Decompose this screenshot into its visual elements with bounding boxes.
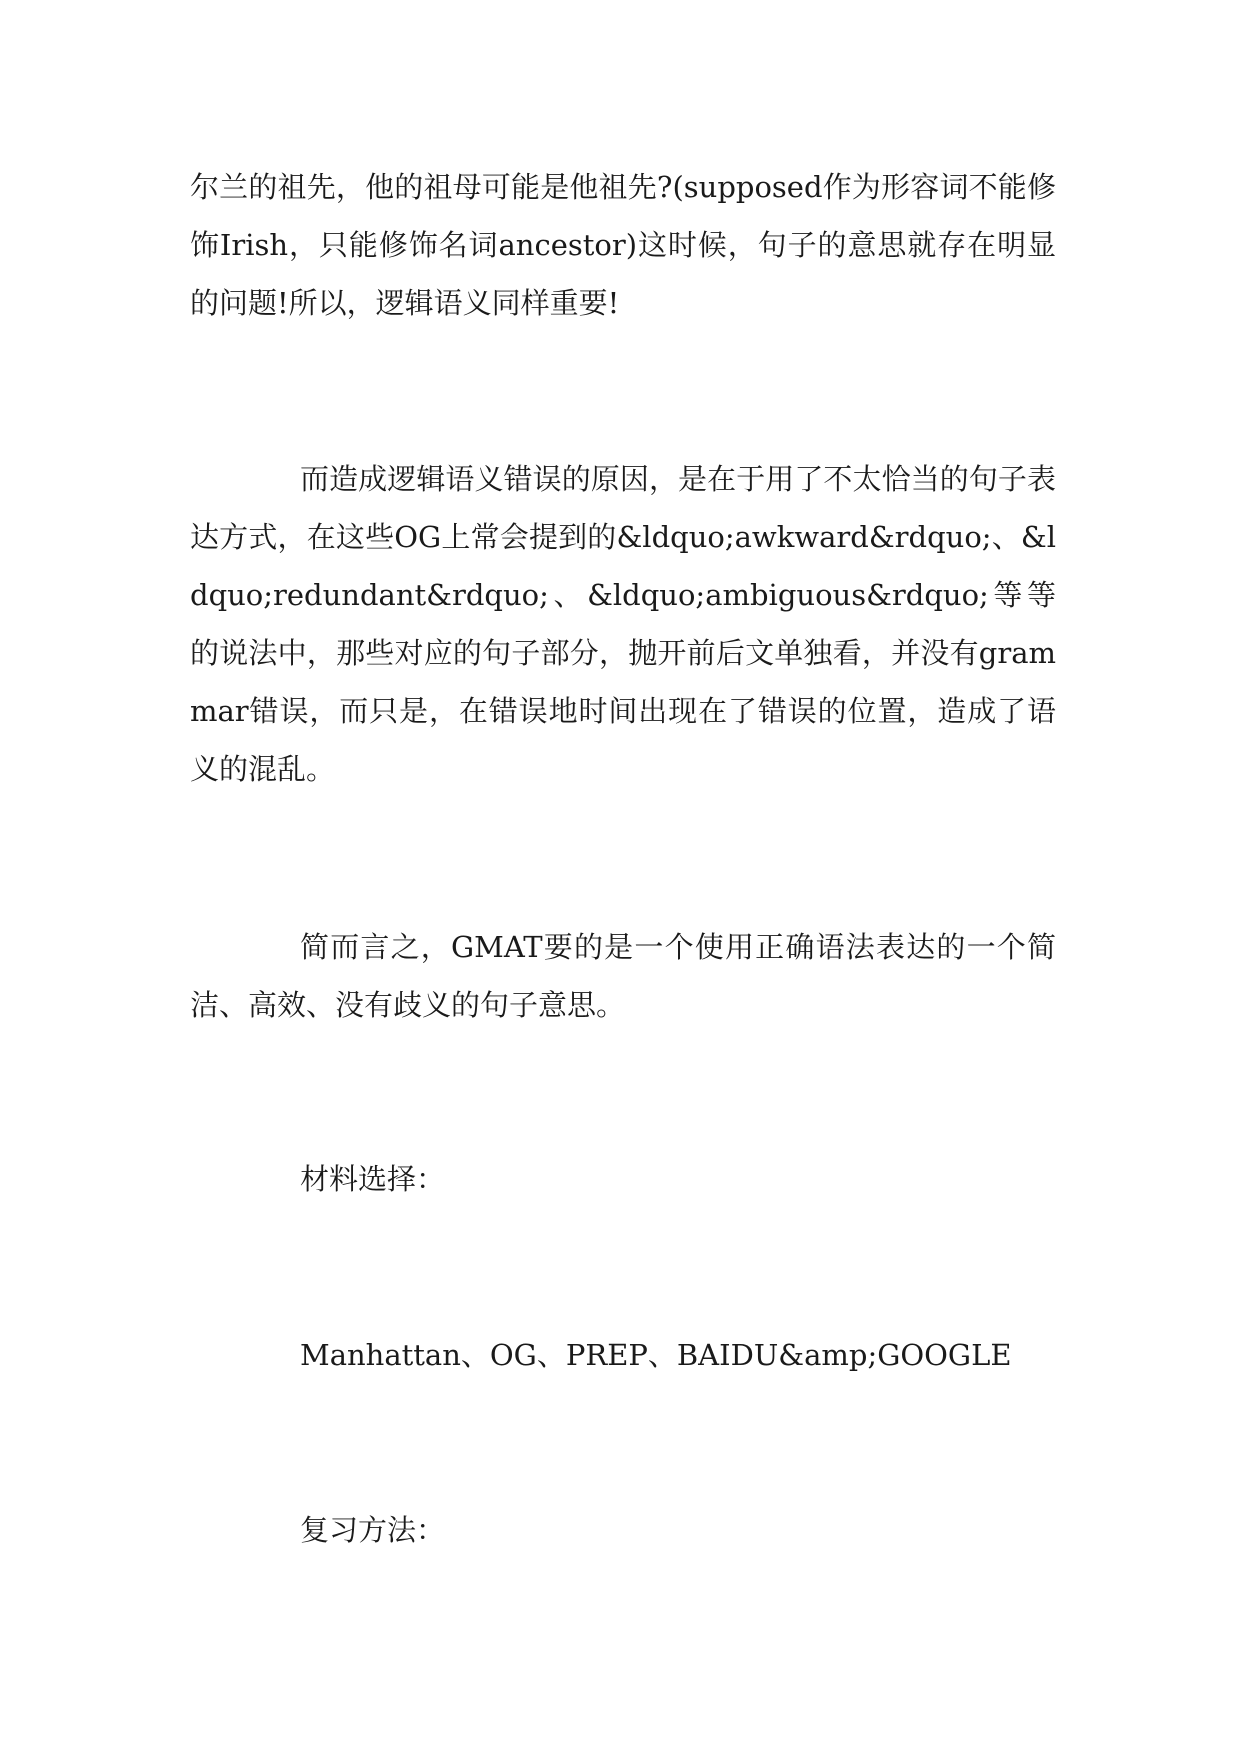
paragraph-summary: 简而言之，GMAT要的是一个使用正确语法表达的一个简洁、高效、没有歧义的句子意思。 [190, 930, 1056, 1022]
review-method-label: 复习方法： [300, 1513, 446, 1547]
paragraph-continuation: 尔兰的祖先，他的祖母可能是他祖先?(supposed作为形容词不能修饰Irish，只能修饰名词ancestor)这时候，句子的意思就存在明显的问题!所以，逻辑语义同样重要! [190, 170, 1056, 320]
paragraph-semantic-errors: 而造成逻辑语义错误的原因，是在于用了不太恰当的句子表达方式，在这些OG上常会提到的&ldquo;awkward&rdquo;、&ldquo;redundant&rdquo;、&ldquo;ambiguous&rdquo;等等的说法中，那些对应的句子部分，抛开前后文单独看，并没有grammar错误，而只是，在错误地时间出现在了错误的位置，造成了语义的混乱。 [190, 462, 1056, 786]
materials-label: 材料选择： [300, 1162, 446, 1196]
materials-list: Manhattan、OG、PREP、BAIDU&amp;GOOGLE [300, 1338, 1012, 1372]
